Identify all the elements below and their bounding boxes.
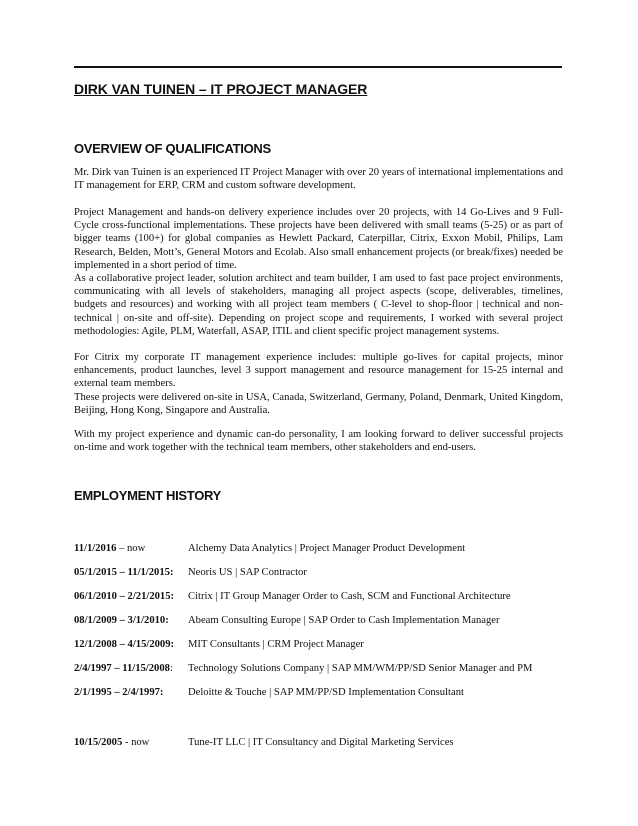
overview-paragraph-1: Mr. Dirk van Tuinen is an experienced IT Project Manager with over 20 years of international implementations and IT management for ERP, CRM and custom software development. (74, 167, 563, 192)
employment-date: 2/1/1995 – 2/4/1997: (74, 687, 164, 698)
employment-row (74, 736, 563, 750)
overview-paragraph-4: For Citrix my corporate IT management experience includes: multiple go-lives for capital projects, minor enhancements, product launches, level 3 support management and resource management for 15-25 internal and external team members. (74, 352, 563, 390)
employment-description: Citrix | IT Group Manager Order to Cash, SCM and Functional Architecture (188, 591, 511, 602)
employment-date: 08/1/2009 – 3/1/2010: (74, 615, 169, 626)
overview-paragraph-2: Project Management and hands-on delivery experience includes over 20 projects, with 14 Go-Lives and 9 Full-Cycle cross-functional implementations. These projects have been delivered with small teams (5-25) or as part of bigger teams (100+) for global companies as Hewlett Packard, Caterpillar, Citrix, Exxon Mobil, Philips, Lam Research, Belden, Mott’s, General Motors and Ecolab. Also small enhancement projects (or break/fixes) needed be implemented in a short period of time. (74, 207, 563, 271)
overview-paragraph-6: With my project experience and dynamic can-do personality, I am looking forward to deliver successful projects on-time and work together with the technical team members, other stakeholders and end-users. (74, 429, 563, 454)
employment-description: Abeam Consulting Europe | SAP Order to Cash Implementation Manager (188, 615, 500, 626)
page-title: DIRK VAN TUINEN – IT PROJECT MANAGER (74, 81, 368, 97)
employment-description: Neoris US | SAP Contractor (188, 567, 307, 578)
overview-paragraph-3: As a collaborative project leader, solution architect and team builder, I am used to fast pace project environments, communicating with all levels of stakeholders, managing all project aspects (scope, deliverables, timelines, budgets and resources) and working with all project team members ( C-level to shop-floor | technical and non-technical | on-site and off-site). Depending on project scope and requirements, I worked with several project methodologies: Agile, PLM, Waterfall, ASAP, ITIL and client specific project management systems. (74, 273, 563, 337)
employment-date: 11/1/2016 – now (74, 543, 146, 554)
employment-row (74, 662, 563, 676)
employment-row (74, 566, 563, 580)
overview-paragraph-5: These projects were delivered on-site in USA, Canada, Switzerland, Germany, Poland, Denmark, United Kingdom, Beijing, Hong Kong, Singapore and Australia. (74, 392, 563, 417)
overview-heading: OVERVIEW OF QUALIFICATIONS (74, 141, 271, 156)
employment-date: 05/1/2015 – 11/1/2015: (74, 567, 174, 578)
employment-row (74, 686, 563, 700)
employment-date: 06/1/2010 – 2/21/2015: (74, 591, 175, 602)
employment-date: 12/1/2008 – 4/15/2009: (74, 639, 175, 650)
employment-date: 10/15/2005 - now (74, 737, 150, 748)
employment-description: MIT Consultants | CRM Project Manager (188, 639, 364, 650)
employment-row (74, 638, 563, 652)
employment-description: Deloitte & Touche | SAP MM/PP/SD Implementation Consultant (188, 687, 464, 698)
employment-description: Tune-IT LLC | IT Consultancy and Digital Marketing Services (188, 737, 454, 748)
employment-row (74, 590, 563, 604)
employment-row (74, 614, 563, 628)
employment-date: 2/4/1997 – 11/15/2008: (74, 663, 173, 674)
employment-description: Alchemy Data Analytics | Project Manager Product Development (188, 543, 466, 554)
employment-row (74, 542, 563, 556)
employment-heading: EMPLOYMENT HISTORY (74, 488, 222, 503)
employment-description: Technology Solutions Company | SAP MM/WM/PP/SD Senior Manager and PM (188, 663, 533, 674)
top-rule (74, 66, 562, 68)
